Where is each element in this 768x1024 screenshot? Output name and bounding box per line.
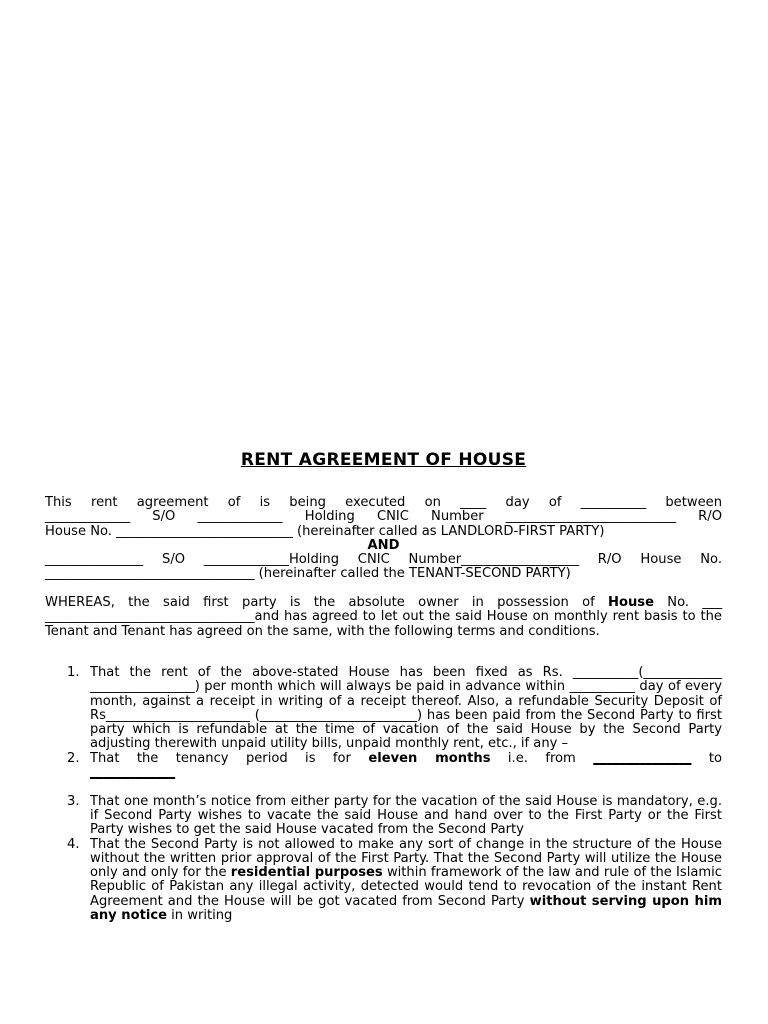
term-text: to xyxy=(691,750,722,766)
term-number: 2. xyxy=(67,750,80,766)
intro-line-3: House No. ___________________________ (hereinafter called as LANDLORD-FIRST PARTY) xyxy=(45,523,605,539)
intro-line-1: This rent agreement of is being executed on ____ day of __________ between xyxy=(45,495,722,510)
intro-line-2: _____________ S/O _____________ Holding CNIC Number __________________________ R/O xyxy=(45,509,722,525)
term-text: i.e. from xyxy=(490,750,594,766)
term-number: 3. xyxy=(67,793,80,809)
terms-list xyxy=(45,666,722,923)
term-item xyxy=(67,750,722,795)
whereas-house-bold: House xyxy=(608,595,654,610)
and-separator: AND xyxy=(367,537,400,553)
term-text: That the tenancy period is for xyxy=(90,750,369,766)
from-date-blank: _______________ xyxy=(593,750,692,766)
term-text: within framework of the law and rule of the Islamic Republic of Pakistan any illegal activity, detected would tend to revocation of the instant Rent Agreement and the House will be got vacated from Second Party xyxy=(90,865,722,909)
whereas-text-2: No. ___ ________________________________and has agreed to let out the said House on monthly rent basis to the Tenant and Tenant has agreed on the same, with the following terms and conditions. xyxy=(45,595,722,639)
document-title: RENT AGREEMENT OF HOUSE xyxy=(240,450,527,470)
term-item xyxy=(67,836,722,924)
whereas-paragraph xyxy=(45,596,722,639)
term-text: That the Second Party is not allowed to make any sort of change in the structure of the House without the written prior approval of the First Party. That the Second Party will utilize the House only and only for the xyxy=(90,836,722,881)
term-number: 4. xyxy=(67,836,80,852)
agreement-intro xyxy=(45,496,722,582)
to-date-blank: _____________ xyxy=(90,765,176,781)
intro-line-5: ________________________________ (hereinafter called the TENANT-SECOND PARTY) xyxy=(45,566,571,582)
term-text: That the rent of the above-stated House has been fixed as Rs. __________(____________ ________________) per month which will always be paid in advance within __________ day of every month, against a receipt in writing of a receipt thereof. Also, a refundable Security Deposit of Rs______________________ (________________________) has been paid from the Second Party to first party which is refundable at the time of vacation of the said House by the Second Party adjusting therewith unpaid utility bills, unpaid monthly rent, etc., if any – xyxy=(90,665,722,752)
term-bold-text: residential purposes xyxy=(230,865,383,881)
whereas-text-1: WHEREAS, the said first party is the absolute owner in possession of xyxy=(45,595,609,610)
term-bold-text: eleven months xyxy=(368,750,491,766)
term-bold-text: without serving upon him any notice xyxy=(90,893,722,924)
term-text: in writing xyxy=(166,908,233,924)
term-number: 1. xyxy=(67,665,80,680)
term-text: That one month’s notice from either party for the vacation of the said House is mandatory, e.g. if Second Party wishes to vacate the said House and hand over to the First Party or the First Party wishes to get the said House vacated from the Second Party xyxy=(90,793,722,838)
term-item xyxy=(67,793,722,838)
term-item xyxy=(67,665,722,752)
intro-line-4: _______________ S/O _____________Holding CNIC Number__________________ R/O House No. xyxy=(45,552,722,568)
